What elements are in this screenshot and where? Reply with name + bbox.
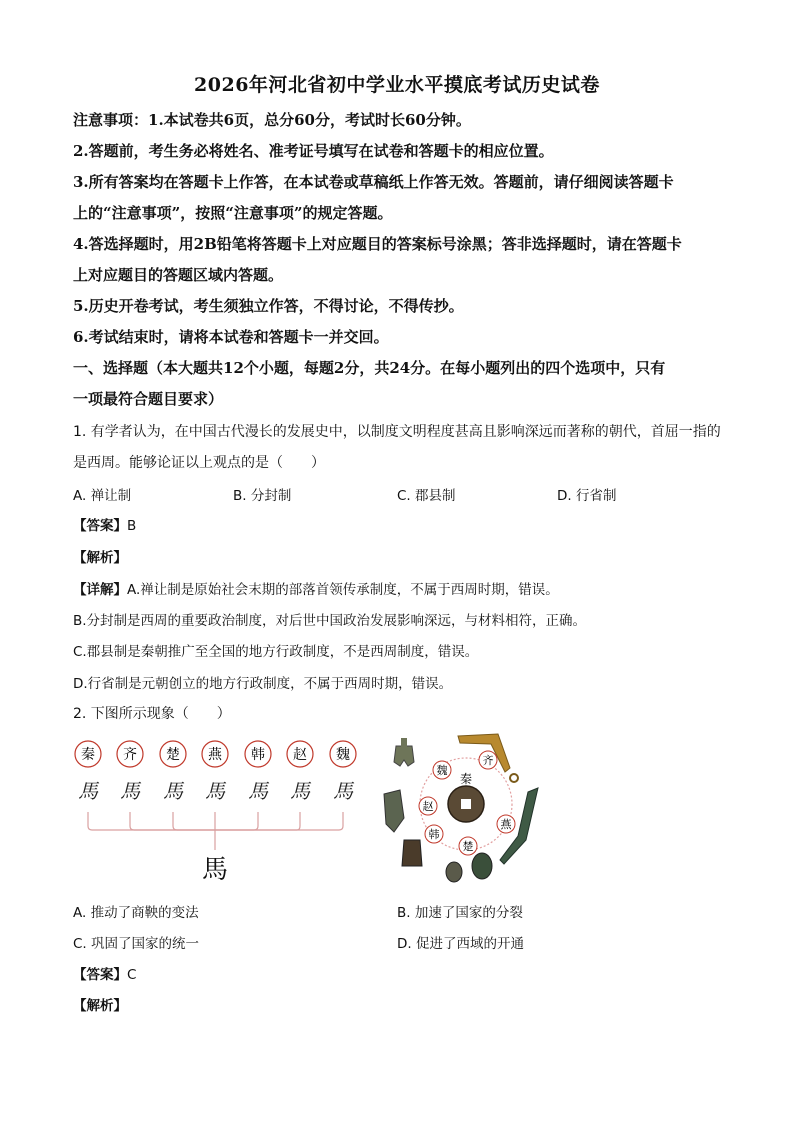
bracket-lines <box>88 812 343 850</box>
option-a: A. 推动了商鞅的变法 <box>73 905 199 921</box>
answer-value: C <box>127 967 137 983</box>
wheel-state-label: 赵 <box>422 800 434 813</box>
question-stem: 2. 下图所示现象（ ） <box>73 706 231 722</box>
note-line: 4.答选择题时，用2B铅笔将答题卡上对应题目的答案标号涂黑；答非选择题时，请在答题卡 <box>73 235 682 253</box>
detail-line <box>73 578 559 598</box>
ant-nose-coin-icon <box>446 862 462 882</box>
detail-line: B.分封制是西周的重要政治制度，对后世中国政治发展影响深远，与材料相符，正确。 <box>73 613 587 629</box>
state-label: 秦 <box>81 747 95 763</box>
analysis-line <box>73 994 127 1014</box>
note-line: 6.考试结束时，请将本试卷和答题卡一并交回。 <box>73 328 389 346</box>
ancient-glyph: 馬 <box>333 779 353 803</box>
ancient-glyph: 馬 <box>163 779 183 803</box>
ancient-glyph: 馬 <box>120 779 140 803</box>
state-circle <box>160 741 186 767</box>
note-line: 上的“注意事项”，按照“注意事项”的规定答题。 <box>73 204 393 222</box>
state-label: 赵 <box>293 747 307 763</box>
ancient-glyph: 馬 <box>290 779 310 803</box>
option-c: C. 郡县制 <box>397 488 456 504</box>
spade-coin-icon <box>402 840 422 866</box>
spade-coin-icon <box>384 790 404 832</box>
unified-glyph: 馬 <box>201 855 229 885</box>
answer-line <box>73 963 136 983</box>
question-stem: 1. 有学者认为，在中国古代漫长的发展史中，以制度文明程度甚高且影响深远而著称的朝代，首屈一指的 <box>73 424 721 440</box>
answer-tag: 【答案】 <box>73 518 127 534</box>
note-line: 5.历史开卷考试，考生须独立作答，不得讨论，不得传抄。 <box>73 297 464 315</box>
state-label: 燕 <box>208 747 222 763</box>
spade-coin-icon <box>394 746 414 766</box>
ancient-glyph: 馬 <box>248 779 268 803</box>
answer-value: B <box>127 518 137 534</box>
state-label: 齐 <box>123 747 137 763</box>
state-circle <box>245 741 271 767</box>
option-c: C. 巩固了国家的统一 <box>73 936 200 952</box>
note-line: 3.所有答案均在答题卡上作答，在本试卷或草稿纸上作答无效。答题前，请仔细阅读答题卡 <box>73 173 674 191</box>
option-d: D. 行省制 <box>557 488 617 504</box>
analysis-tag: 【解析】 <box>73 550 127 566</box>
coin-unification-figure <box>378 728 558 888</box>
option-b: B. 分封制 <box>233 488 292 504</box>
page-title: 2026年河北省初中学业水平摸底考试历史试卷 <box>194 74 600 96</box>
question-stem: 是西周。能够论证以上观点的是（ ） <box>73 455 325 471</box>
wheel-state-label: 楚 <box>462 840 474 853</box>
note-line: 上对应题目的答题区域内答题。 <box>73 266 284 284</box>
answer-line <box>73 514 136 534</box>
option-b: B. 加速了国家的分裂 <box>397 905 523 921</box>
analysis-line <box>73 546 127 566</box>
detail-line: C.郡县制是秦朝推广至全国的地方行政制度，不是西周制度，错误。 <box>73 644 479 660</box>
option-d: D. 促进了西域的开通 <box>397 936 524 952</box>
wheel-state-label: 燕 <box>500 818 512 831</box>
wheel-state-label: 秦 <box>459 772 473 786</box>
state-label: 韩 <box>251 747 265 763</box>
script-unification-figure <box>70 732 370 888</box>
option-a: A. 禅让制 <box>73 488 132 504</box>
section-heading: 一项最符合题目要求） <box>73 390 224 408</box>
answer-tag: 【答案】 <box>73 967 127 983</box>
state-circle <box>202 741 228 767</box>
state-circle <box>287 741 313 767</box>
note-line: 注意事项：1.本试卷共6页，总分60分，考试时长60分钟。 <box>73 111 471 129</box>
state-circle <box>117 741 143 767</box>
analysis-tag: 【解析】 <box>73 998 127 1014</box>
detail-tag: 【详解】 <box>73 582 127 598</box>
ancient-glyph: 馬 <box>78 779 98 803</box>
state-circle <box>75 741 101 767</box>
detail-text: A.禅让制是原始社会末期的部落首领传承制度，不属于西周时期，错误。 <box>127 582 559 598</box>
wheel-state-label: 魏 <box>436 764 448 777</box>
state-label: 魏 <box>336 747 350 763</box>
wheel-state-label: 韩 <box>428 828 440 841</box>
ancient-glyph: 馬 <box>205 779 225 803</box>
state-label: 楚 <box>166 747 180 763</box>
detail-line: D.行省制是元朝创立的地方行政制度，不属于西周时期，错误。 <box>73 676 453 692</box>
wheel-state-label: 齐 <box>482 754 494 767</box>
ant-nose-coin-icon <box>472 853 492 879</box>
state-circle <box>330 741 356 767</box>
section-heading: 一、选择题（本大题共12个小题，每题2分，共24分。在每小题列出的四个选项中，只有 <box>73 359 666 377</box>
note-line: 2.答题前，考生务必将姓名、准考证号填写在试卷和答题卡的相应位置。 <box>73 142 554 160</box>
